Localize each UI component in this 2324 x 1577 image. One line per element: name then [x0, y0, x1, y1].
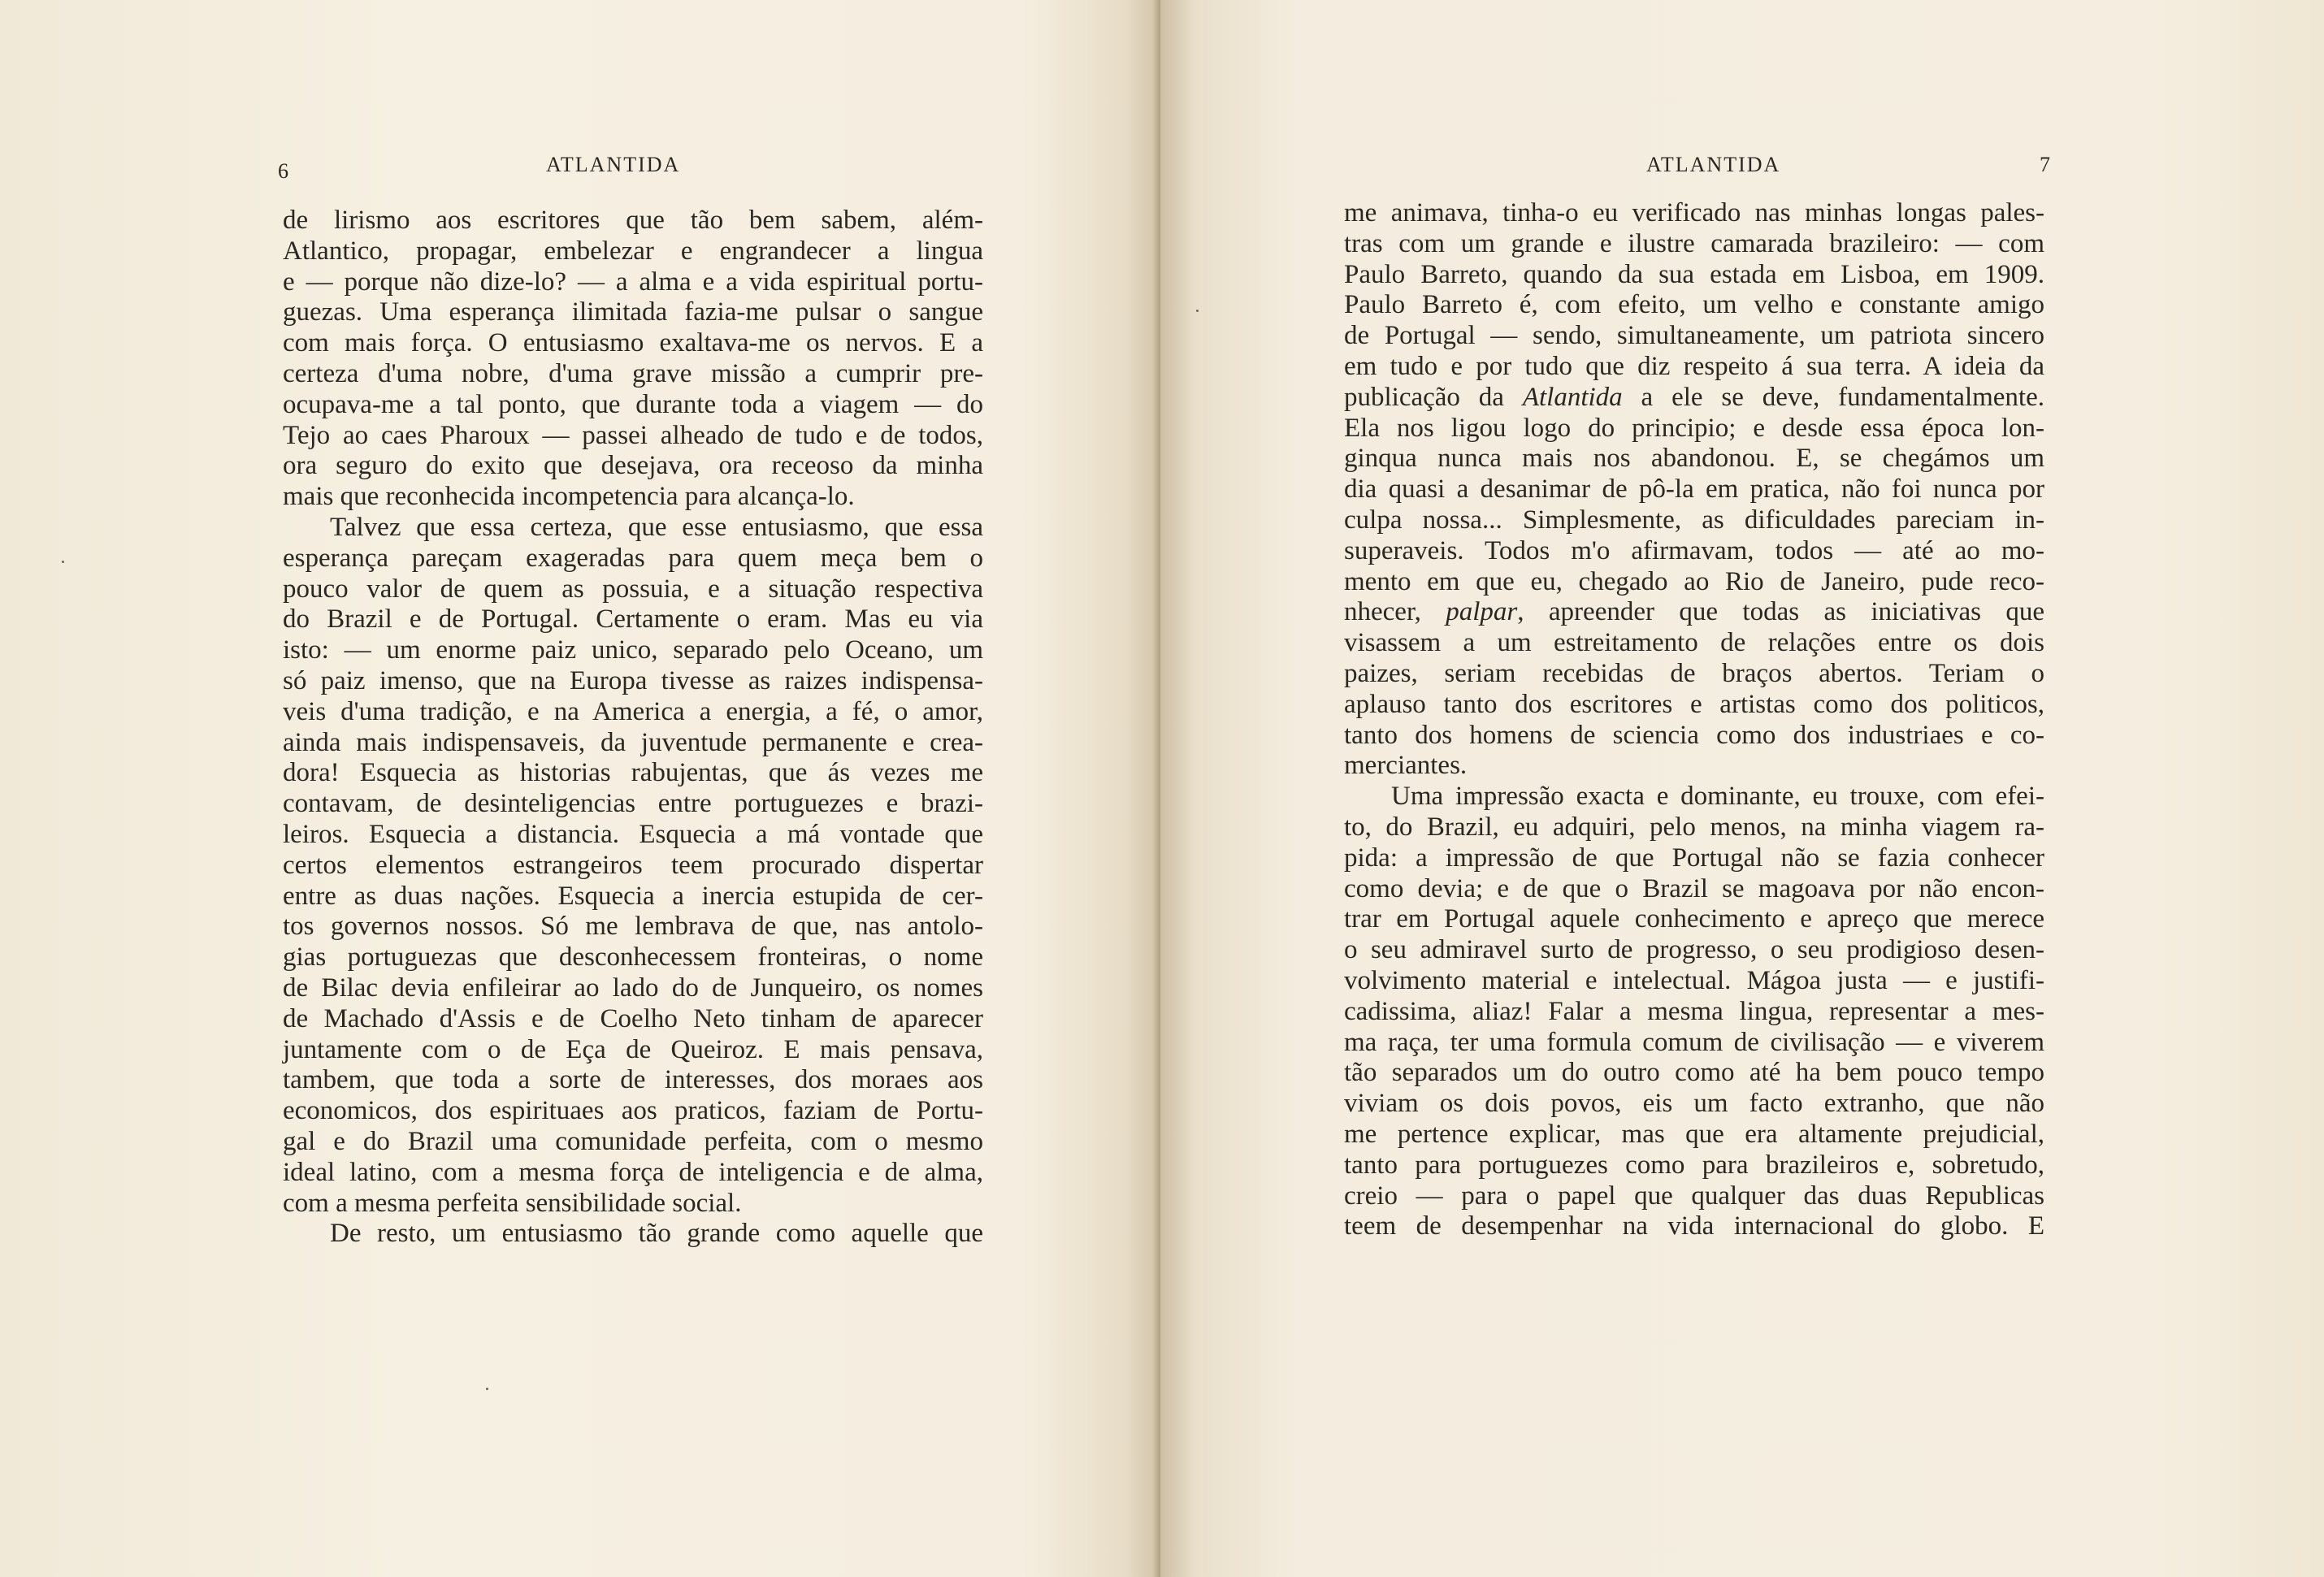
text-line: viviam os dois povos, eis um facto extranho, que não [1344, 1089, 2044, 1119]
text-line: tambem, que toda a sorte de interesses, dos moraes aos [283, 1065, 983, 1095]
text-line: tos governos nossos. Só me lembrava de que, nas antolo- [283, 912, 983, 942]
text-line: ma raça, ter uma formula comum de civilisação — e viverem [1344, 1027, 2044, 1057]
text-line: pouco valor de quem as possuia, e a situação respectiva [283, 574, 983, 604]
text-line: creio — para o papel que qualquer das duas Republicas [1344, 1181, 2044, 1211]
text-line: Paulo Barreto, quando da sua estada em Lisboa, em 1909. [1344, 259, 2044, 289]
paper-speck [486, 1388, 488, 1390]
text-line: certeza d'uma nobre, d'uma grave missão a cumprir pre- [283, 358, 983, 388]
left-running-head: ATLANTIDA [546, 153, 681, 176]
text-line: entre as duas nações. Esquecia a inercia estupida de cer- [283, 881, 983, 911]
emphasis-italic: palpar [1446, 597, 1518, 627]
text-line: com mais força. O entusiasmo exaltava-me os nervos. E a [283, 328, 983, 358]
text-line: culpa nossa... Simplesmente, as dificuldades pareciam in- [1344, 505, 2044, 535]
right-running-head: ATLANTIDA [1646, 153, 1781, 176]
text-line: aplauso tanto dos escritores e artistas como dos politicos, [1344, 689, 2044, 719]
text-line: com a mesma perfeita sensibilidade social. [283, 1188, 742, 1218]
text-line: esperança pareçam exageradas para quem meça bem o [283, 543, 983, 573]
text-line: de Machado d'Assis e de Coelho Neto tinham de aparecer [283, 1003, 983, 1033]
text-line: volvimento material e intelectual. Mágoa justa — e justifi- [1344, 965, 2044, 995]
text-line: ginqua nunca mais nos abandonou. E, se chegámos um [1344, 444, 2044, 474]
text-line: merciantes. [1344, 751, 1468, 781]
text-line: dia quasi a desanimar de pô-la em pratica, não foi nunca por [1344, 474, 2044, 505]
text-line: contavam, de desinteligencias entre portuguezes e brazi- [283, 789, 983, 819]
text-line: ocupava-me a tal ponto, que durante toda a viagem — do [283, 389, 983, 419]
text-line: tanto para portuguezes como para brazileiros e, sobretudo, [1344, 1150, 2044, 1180]
left-page [0, 0, 1160, 1577]
paper-speck [62, 561, 64, 563]
text-line: veis d'uma tradição, e na America a energia, a fé, o amor, [283, 696, 983, 726]
text-line: leiros. Esquecia a distancia. Esquecia a má vontade que [283, 819, 983, 849]
text-line: Atlantico, propagar, embelezar e engrandecer a lingua [283, 236, 983, 266]
text-line: como devia; e de que o Brazil se magoava por não encon- [1344, 873, 2044, 903]
text-line: mais que reconhecida incompetencia para alcança-lo. [283, 482, 855, 512]
text-line: to, do Brazil, eu adquiri, pelo menos, na minha viagem ra- [1344, 812, 2044, 842]
text-line: ora seguro do exito que desejava, ora receoso da minha [283, 451, 983, 481]
text-line: economicos, dos espirituaes aos praticos, faziam de Portu- [283, 1096, 983, 1126]
text-line: tão separados um do outro como até ha bem pouco tempo [1344, 1058, 2044, 1088]
text-line: de lirismo aos escritores que tão bem sabem, além- [283, 206, 983, 235]
right-page-body [1344, 198, 2044, 1242]
text-line: nhecer, palpar, apreender que todas as iniciativas que [1344, 597, 2044, 627]
text-line: superaveis. Todos m'o afirmavam, todos — até ao mo- [1344, 535, 2044, 565]
text-line: Tejo ao caes Pharoux — passei alheado de tudo e de todos, [283, 420, 983, 450]
left-page-body [283, 206, 983, 1250]
text-line: isto: — um enorme paiz unico, separado pelo Oceano, um [283, 635, 983, 665]
text-line: certos elementos estrangeiros teem procurado dispertar [283, 850, 983, 880]
text-line: guezas. Uma esperança ilimitada fazia-me pulsar o sangue [283, 297, 983, 327]
text-line: De resto, um entusiasmo tão grande como aquelle que [330, 1219, 983, 1249]
text-line: mento em que eu, chegado ao Rio de Janeiro, pude reco- [1344, 566, 2044, 596]
text-line: cadissima, aliaz! Falar a mesma lingua, representar a mes- [1344, 996, 2044, 1026]
text-line: pida: a impressão de que Portugal não se fazia conhecer [1344, 843, 2044, 873]
text-line: dora! Esquecia as historias rabujentas, que ás vezes me [283, 758, 983, 788]
text-line: me pertence explicar, mas que era altamente prejudicial, [1344, 1119, 2044, 1149]
title-italic: Atlantida [1522, 382, 1623, 412]
text-line: Ela nos ligou logo do principio; e desde essa época lon- [1344, 413, 2044, 443]
text-line: me animava, tinha-o eu verificado nas minhas longas pales- [1344, 198, 2044, 227]
right-page [1160, 0, 2324, 1577]
text-line: tanto dos homens de sciencia como dos industriaes e co- [1344, 720, 2044, 750]
left-page-number: 6 [278, 159, 288, 183]
text-line: publicação da Atlantida a ele se deve, fundamentalmente. [1344, 382, 2044, 412]
text-line: em tudo e por tudo que diz respeito á sua terra. A ideia da [1344, 351, 2044, 381]
right-page-number: 7 [2040, 153, 2050, 176]
text-line: de Bilac devia enfileirar ao lado do de Junqueiro, os nomes [283, 973, 983, 1003]
text-line: Uma impressão exacta e dominante, eu trouxe, com efei- [1391, 782, 2044, 812]
text-line: teem de desempenhar na vida internacional do globo. E [1344, 1211, 2044, 1241]
text-line: visassem a um estreitamento de relações entre os dois [1344, 628, 2044, 658]
text-line: Talvez que essa certeza, que esse entusiasmo, que essa [330, 512, 983, 542]
text-line: trar em Portugal aquele conhecimento e apreço que merece [1344, 904, 2044, 934]
text-line: o seu admiravel surto de progresso, o seu prodigioso desen- [1344, 935, 2044, 965]
text-line: de Portugal — sendo, simultaneamente, um patriota sincero [1344, 321, 2044, 351]
text-line: do Brazil e de Portugal. Certamente o eram. Mas eu via [283, 604, 983, 635]
text-line: gias portuguezas que desconhecessem fronteiras, o nome [283, 942, 983, 973]
text-line: e — porque não dize-lo? — a alma e a vida espiritual portu- [283, 266, 983, 297]
text-line: juntamente com o de Eça de Queiroz. E mais pensava, [283, 1034, 983, 1064]
text-line: tras com um grande e ilustre camarada brazileiro: — com [1344, 228, 2044, 258]
text-line: ideal latino, com a mesma força de inteligencia e de alma, [283, 1157, 983, 1187]
text-line: Paulo Barreto é, com efeito, um velho e constante amigo [1344, 290, 2044, 320]
paper-speck [1196, 310, 1199, 312]
text-line: ainda mais indispensaveis, da juventude permanente e crea- [283, 727, 983, 757]
text-line: gal e do Brazil uma comunidade perfeita, com o mesmo [283, 1126, 983, 1156]
text-line: paizes, seriam recebidas de braços abertos. Teriam o [1344, 658, 2044, 688]
text-line: só paiz imenso, que na Europa tivesse as raizes indispensa- [283, 665, 983, 695]
